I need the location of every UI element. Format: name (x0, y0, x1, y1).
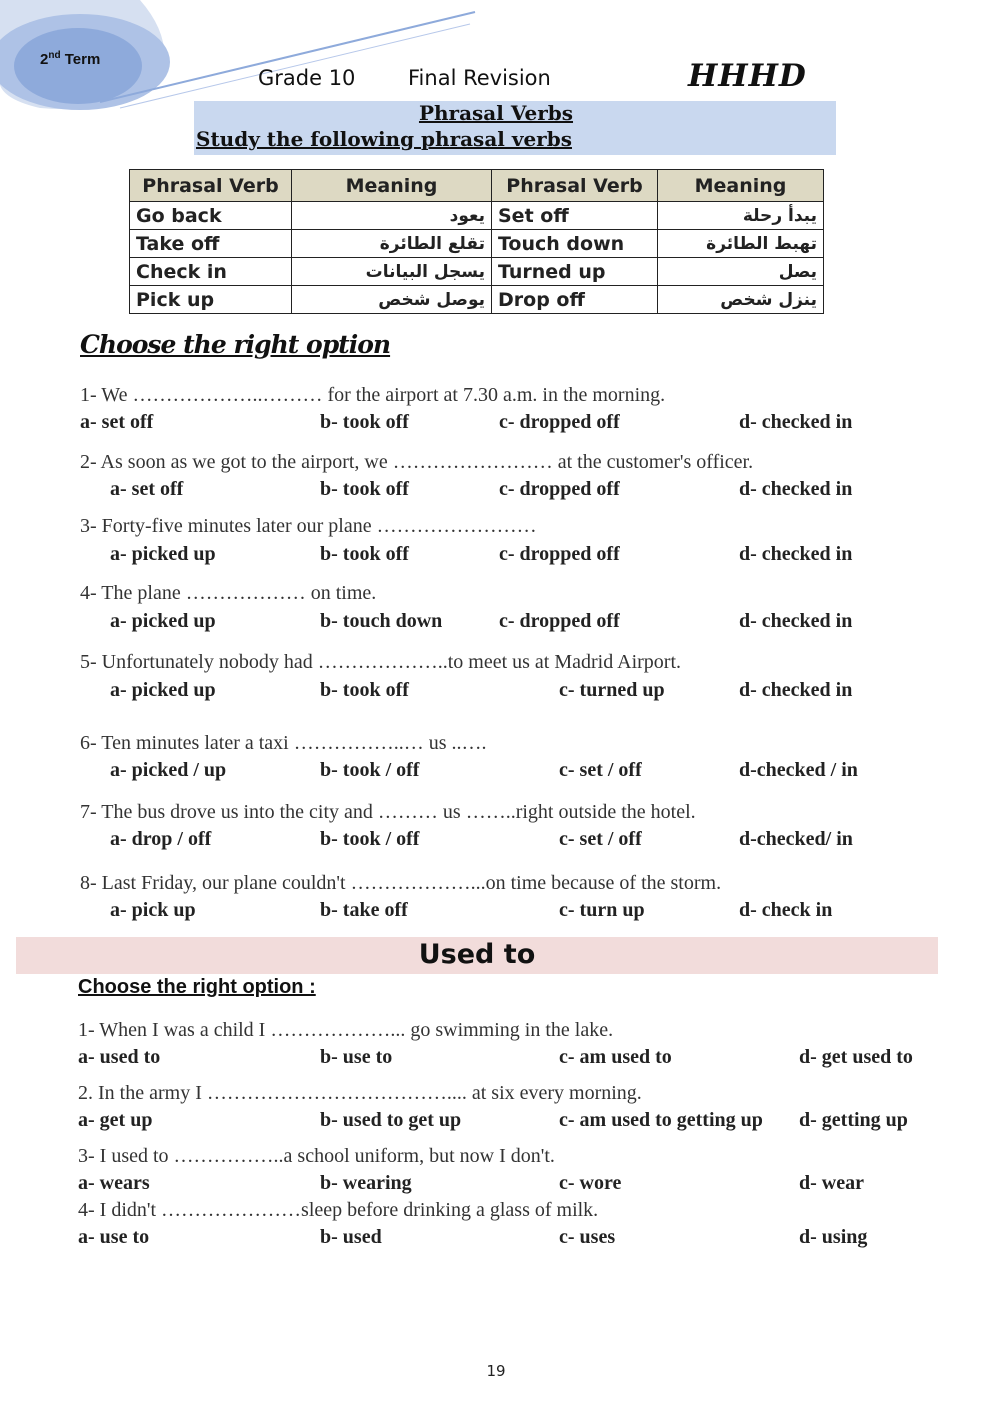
option[interactable]: d-checked / in (739, 759, 858, 781)
option[interactable]: a- used to (78, 1046, 161, 1068)
question-text: 8- Last Friday, our plane couldn't ………………...on time because of the storm. (80, 872, 722, 894)
option[interactable]: c- set / off (559, 759, 642, 781)
option[interactable]: c- dropped off (499, 610, 620, 632)
question-text: 3- I used to ……………..a school uniform, but now I don't. (78, 1145, 555, 1167)
table-cell: يبدأ رحلة (658, 202, 824, 230)
option[interactable]: b- took off (320, 411, 409, 433)
option[interactable]: a- picked up (110, 679, 216, 701)
option[interactable]: a- picked up (110, 543, 216, 565)
page-title: Phrasal Verbs (418, 101, 574, 125)
option[interactable]: a- pick up (110, 899, 196, 921)
option[interactable]: a- use to (78, 1226, 150, 1248)
question-text: 4- I didn't …………………sleep before drinking a glass of milk. (78, 1199, 599, 1221)
question-text: 2- As soon as we got to the airport, we …………………… at the customer's officer. (80, 451, 754, 473)
option[interactable]: a- get up (78, 1109, 153, 1131)
option[interactable]: b- took off (320, 543, 409, 565)
option[interactable]: c- set / off (559, 828, 642, 850)
option[interactable]: d-checked/ in (739, 828, 853, 850)
option[interactable]: b- touch down (320, 610, 443, 632)
option[interactable]: b- took / off (320, 828, 420, 850)
option[interactable]: a- picked / up (110, 759, 227, 781)
revision-label: Final Revision (408, 66, 551, 90)
question-text: 1- We ………………..……… for the airport at 7.30 a.m. in the morning. (80, 384, 666, 406)
question-text: 4- The plane ……………… on time. (80, 582, 377, 604)
option[interactable]: b- take off (320, 899, 408, 921)
table-row (130, 230, 824, 258)
question-text: 5- Unfortunately nobody had ………………..to meet us at Madrid Airport. (80, 651, 682, 673)
option[interactable]: c- uses (559, 1226, 616, 1248)
option[interactable]: d- checked in (739, 679, 853, 701)
option[interactable]: c- turned up (559, 679, 665, 701)
table-cell: يعود (292, 202, 492, 230)
table-cell: يصل (658, 258, 824, 286)
table-cell: Go back (130, 202, 292, 230)
option[interactable]: a- wears (78, 1172, 150, 1194)
table-cell: Drop off (492, 286, 658, 314)
term-label: 2nd Term (40, 50, 101, 68)
table-cell: Take off (130, 230, 292, 258)
option[interactable]: a- drop / off (110, 828, 212, 850)
column-header: Phrasal Verb (130, 170, 292, 202)
author-logo: HHHD (688, 58, 807, 94)
option[interactable]: d- checked in (739, 478, 853, 500)
option[interactable]: d- using (799, 1226, 868, 1248)
section-heading: Choose the right option (80, 330, 391, 359)
option[interactable]: c- wore (559, 1172, 622, 1194)
table-row (130, 286, 824, 314)
option[interactable]: c- dropped off (499, 543, 620, 565)
option[interactable]: b- used (320, 1226, 382, 1248)
column-header: Phrasal Verb (492, 170, 658, 202)
table-cell: Touch down (492, 230, 658, 258)
option[interactable]: a- set off (110, 478, 184, 500)
column-header: Meaning (658, 170, 824, 202)
page-number: 19 (486, 1362, 506, 1380)
table-cell: يسجل البيانات (292, 258, 492, 286)
option[interactable]: d- checked in (739, 411, 853, 433)
page-subtitle: Study the following phrasal verbs (196, 127, 572, 151)
question-text: 1- When I was a child I ………………... go swimming in the lake. (78, 1019, 614, 1041)
option[interactable]: c- am used to getting up (559, 1109, 763, 1131)
table-header-row (130, 170, 824, 202)
option[interactable]: b- took / off (320, 759, 420, 781)
option[interactable]: d- checked in (739, 543, 853, 565)
option[interactable]: d- wear (799, 1172, 864, 1194)
question-text: 7- The bus drove us into the city and ……… us ……..right outside the hotel. (80, 801, 696, 823)
option[interactable]: a- picked up (110, 610, 216, 632)
table-cell: يوصل شخص (292, 286, 492, 314)
option[interactable]: d- getting up (799, 1109, 908, 1131)
table-cell: Set off (492, 202, 658, 230)
header-swoosh-lines (100, 10, 480, 110)
option[interactable]: b- use to (320, 1046, 393, 1068)
option[interactable]: b- used to get up (320, 1109, 462, 1131)
option[interactable]: b- took off (320, 478, 409, 500)
question-text: 6- Ten minutes later a taxi ……………..… us ..…. (80, 732, 487, 754)
table-row (130, 258, 824, 286)
phrasal-verbs-table (129, 169, 824, 314)
table-cell: Check in (130, 258, 292, 286)
question-text: 3- Forty-five minutes later our plane …………………… (80, 515, 537, 537)
table-cell: Pick up (130, 286, 292, 314)
option[interactable]: d- get used to (799, 1046, 913, 1068)
option[interactable]: a- set off (80, 411, 154, 433)
option[interactable]: c- dropped off (499, 411, 620, 433)
option[interactable]: d- check in (739, 899, 833, 921)
option[interactable]: b- took off (320, 679, 409, 701)
section-heading: Choose the right option : (78, 976, 316, 998)
option[interactable]: c- dropped off (499, 478, 620, 500)
option[interactable]: c- am used to (559, 1046, 672, 1068)
question-text: 2. In the army I ……………………………….... at six every morning. (78, 1082, 642, 1104)
table-cell: Turned up (492, 258, 658, 286)
option[interactable]: d- checked in (739, 610, 853, 632)
column-header: Meaning (292, 170, 492, 202)
option[interactable]: b- wearing (320, 1172, 412, 1194)
table-cell: تهبط الطائرة (658, 230, 824, 258)
grade-label: Grade 10 (258, 66, 356, 90)
table-cell: ينزل شخص (658, 286, 824, 314)
option[interactable]: c- turn up (559, 899, 645, 921)
table-cell: تقلع الطائرة (292, 230, 492, 258)
used-to-title: Used to (418, 939, 536, 970)
table-row (130, 202, 824, 230)
